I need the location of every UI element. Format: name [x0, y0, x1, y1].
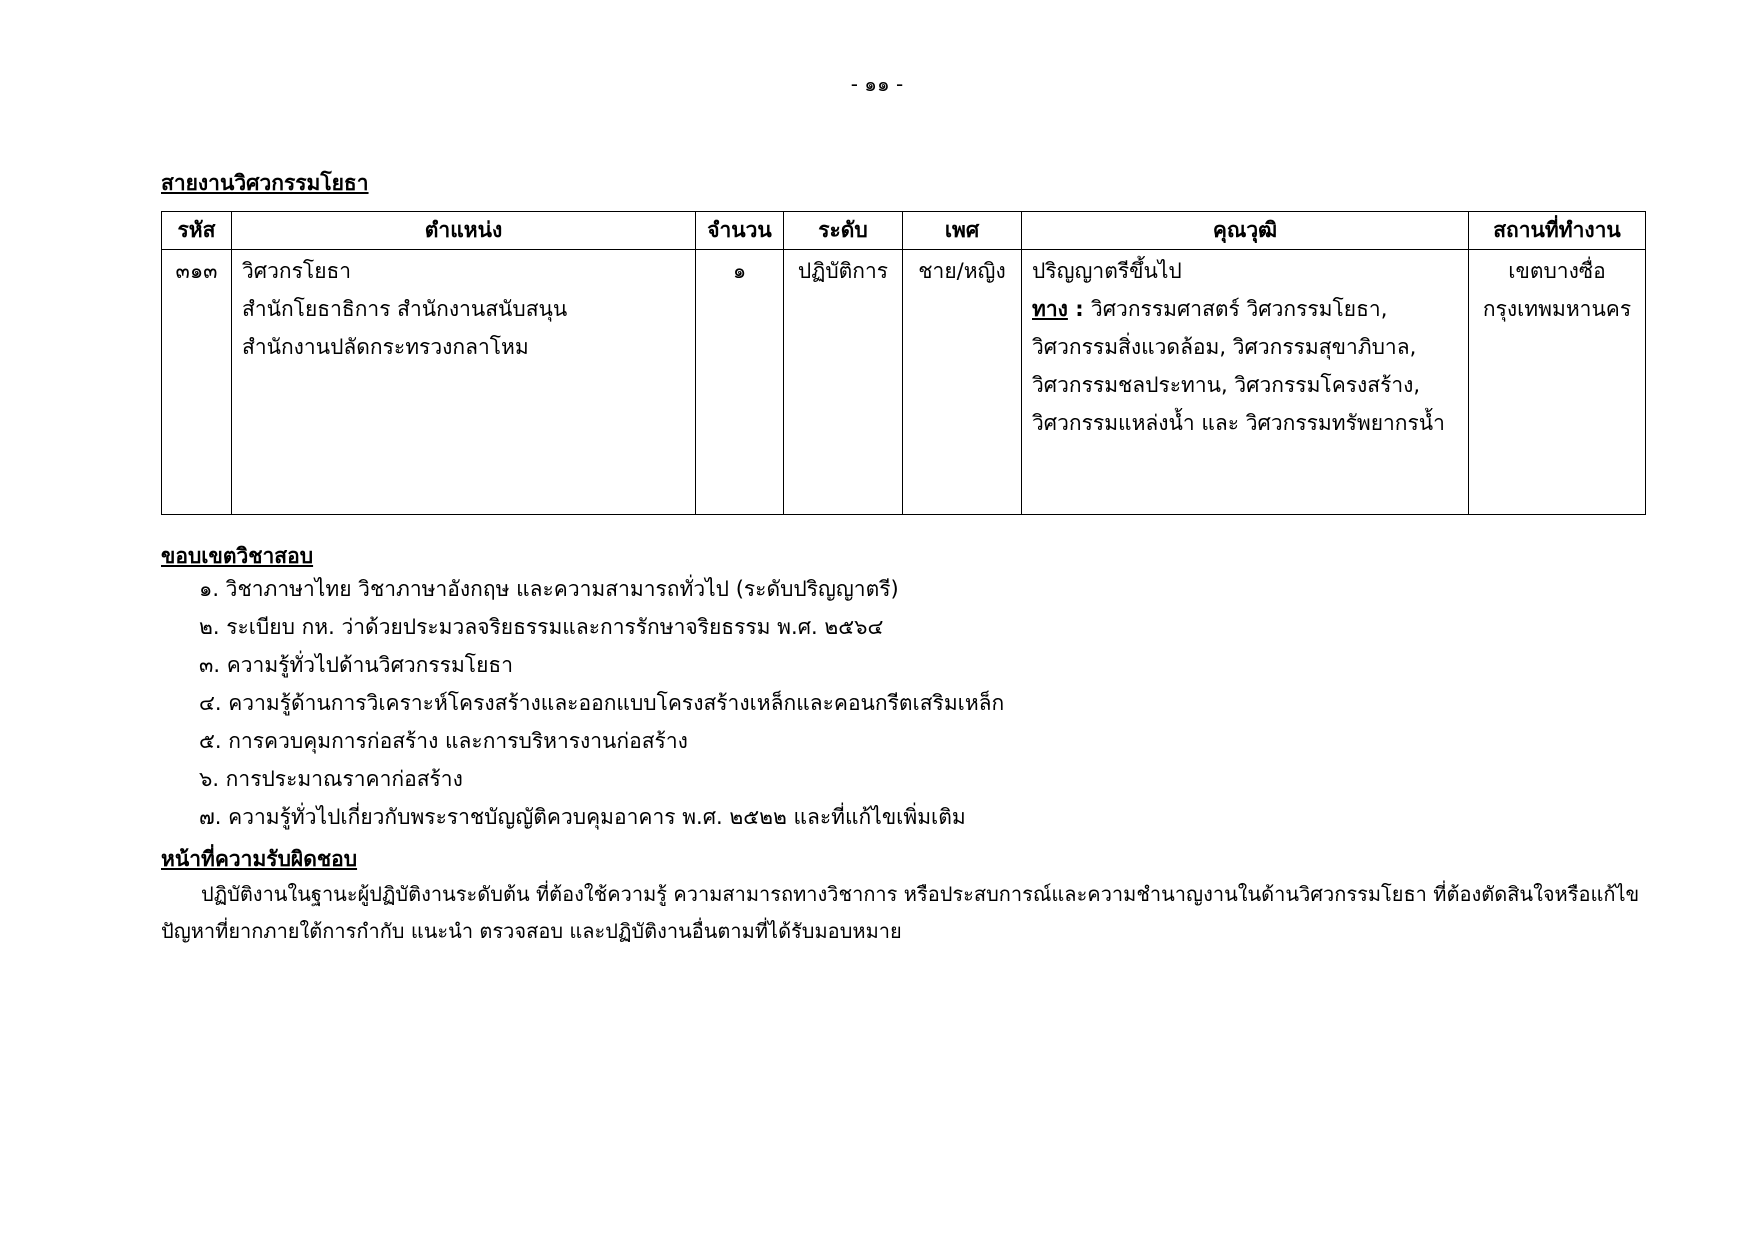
qualification-field-line-2: วิศวกรรมสิ่งแวดล้อม, วิศวกรรมสุขาภิบาล,	[1032, 335, 1417, 359]
header-position: ตำแหน่ง	[232, 212, 696, 250]
qualification-degree: ปริญญาตรีขึ้นไป	[1032, 259, 1182, 283]
header-gender: เพศ	[903, 212, 1022, 250]
qualification-field-text: วิศวกรรมศาสตร์ วิศวกรรมโยธา,	[1090, 297, 1388, 321]
list-item: ๗. ความรู้ทั่วไปเกี่ยวกับพระราชบัญญัติควบคุมอาคาร พ.ศ. ๒๕๒๒ และที่แก้ไขเพิ่มเติม	[199, 805, 966, 829]
list-item: ๓. ความรู้ทั่วไปด้านวิศวกรรมโยธา	[199, 653, 513, 677]
qualification-field-line	[1032, 290, 1458, 328]
qualification-field-line-4: วิศวกรรมแหล่งน้ำ และ วิศวกรรมทรัพยากรน้ำ	[1032, 411, 1445, 435]
qualification-field-separator: :	[1067, 297, 1091, 321]
position-table	[161, 211, 1646, 515]
position-office: สำนักงานปลัดกระทรวงกลาโหม	[242, 335, 529, 359]
table-header-row	[162, 212, 1646, 250]
exam-scope-title: ขอบเขตวิชาสอบ	[161, 544, 314, 568]
position-division: สำนักโยธาธิการ สำนักงานสนับสนุน	[242, 297, 568, 321]
position-count: ๑	[732, 259, 747, 283]
cell-count	[696, 250, 784, 515]
cell-position	[232, 250, 696, 515]
header-count: จำนวน	[696, 212, 784, 250]
exam-subject-list	[199, 570, 1004, 836]
header-workplace: สถานที่ทำงาน	[1469, 212, 1646, 250]
header-level: ระดับ	[784, 212, 903, 250]
duties-paragraph: ปฏิบัติงานในฐานะผู้ปฏิบัติงานระดับต้น ที่ต้องใช้ความรู้ ความสามารถทางวิชาการ หรือประสบการณ์และความชำนาญงานในด้านวิศวกรรมโยธา ที่ต้องตัดสินใจหรือแก้ไขปัญหาที่ยากภายใต้การกำกับ แนะนำ ตรวจสอบ และปฏิบัติงานอื่นตามที่ได้รับมอบหมาย	[161, 882, 1640, 943]
section-title: สายงานวิศวกรรมโยธา	[161, 171, 369, 195]
cell-code	[162, 250, 232, 515]
table-row	[162, 250, 1646, 515]
cell-gender	[903, 250, 1022, 515]
workplace-district: เขตบางซื่อ	[1508, 259, 1606, 283]
workplace-city: กรุงเทพมหานคร	[1482, 297, 1632, 321]
duties-title: หน้าที่ความรับผิดชอบ	[161, 847, 358, 871]
position-code: ๓๑๓	[175, 259, 218, 283]
cell-workplace	[1469, 250, 1646, 515]
cell-qualification	[1022, 250, 1469, 515]
list-item: ๖. การประมาณราคาก่อสร้าง	[199, 767, 463, 791]
list-item: ๕. การควบคุมการก่อสร้าง และการบริหารงานก่อสร้าง	[199, 729, 688, 753]
header-qualification: คุณวุฒิ	[1022, 212, 1469, 250]
qualification-field-line-3: วิศวกรรมชลประทาน, วิศวกรรมโครงสร้าง,	[1032, 373, 1421, 397]
position-title: วิศวกรโยธา	[242, 259, 352, 283]
position-gender: ชาย/หญิง	[918, 259, 1006, 283]
qualification-field-label: ทาง	[1032, 297, 1068, 321]
header-code: รหัส	[162, 212, 232, 250]
page-number: - ๑๑ -	[850, 72, 904, 96]
position-level: ปฏิบัติการ	[797, 259, 889, 283]
list-item: ๑. วิชาภาษาไทย วิชาภาษาอังกฤษ และความสามารถทั่วไป (ระดับปริญญาตรี)	[199, 577, 899, 601]
cell-level	[784, 250, 903, 515]
list-item: ๒. ระเบียบ กห. ว่าด้วยประมวลจริยธรรมและการรักษาจริยธรรม พ.ศ. ๒๕๖๔	[199, 615, 884, 639]
list-item: ๔. ความรู้ด้านการวิเคราะห์โครงสร้างและออกแบบโครงสร้างเหล็กและคอนกรีตเสริมเหล็ก	[199, 691, 1005, 715]
